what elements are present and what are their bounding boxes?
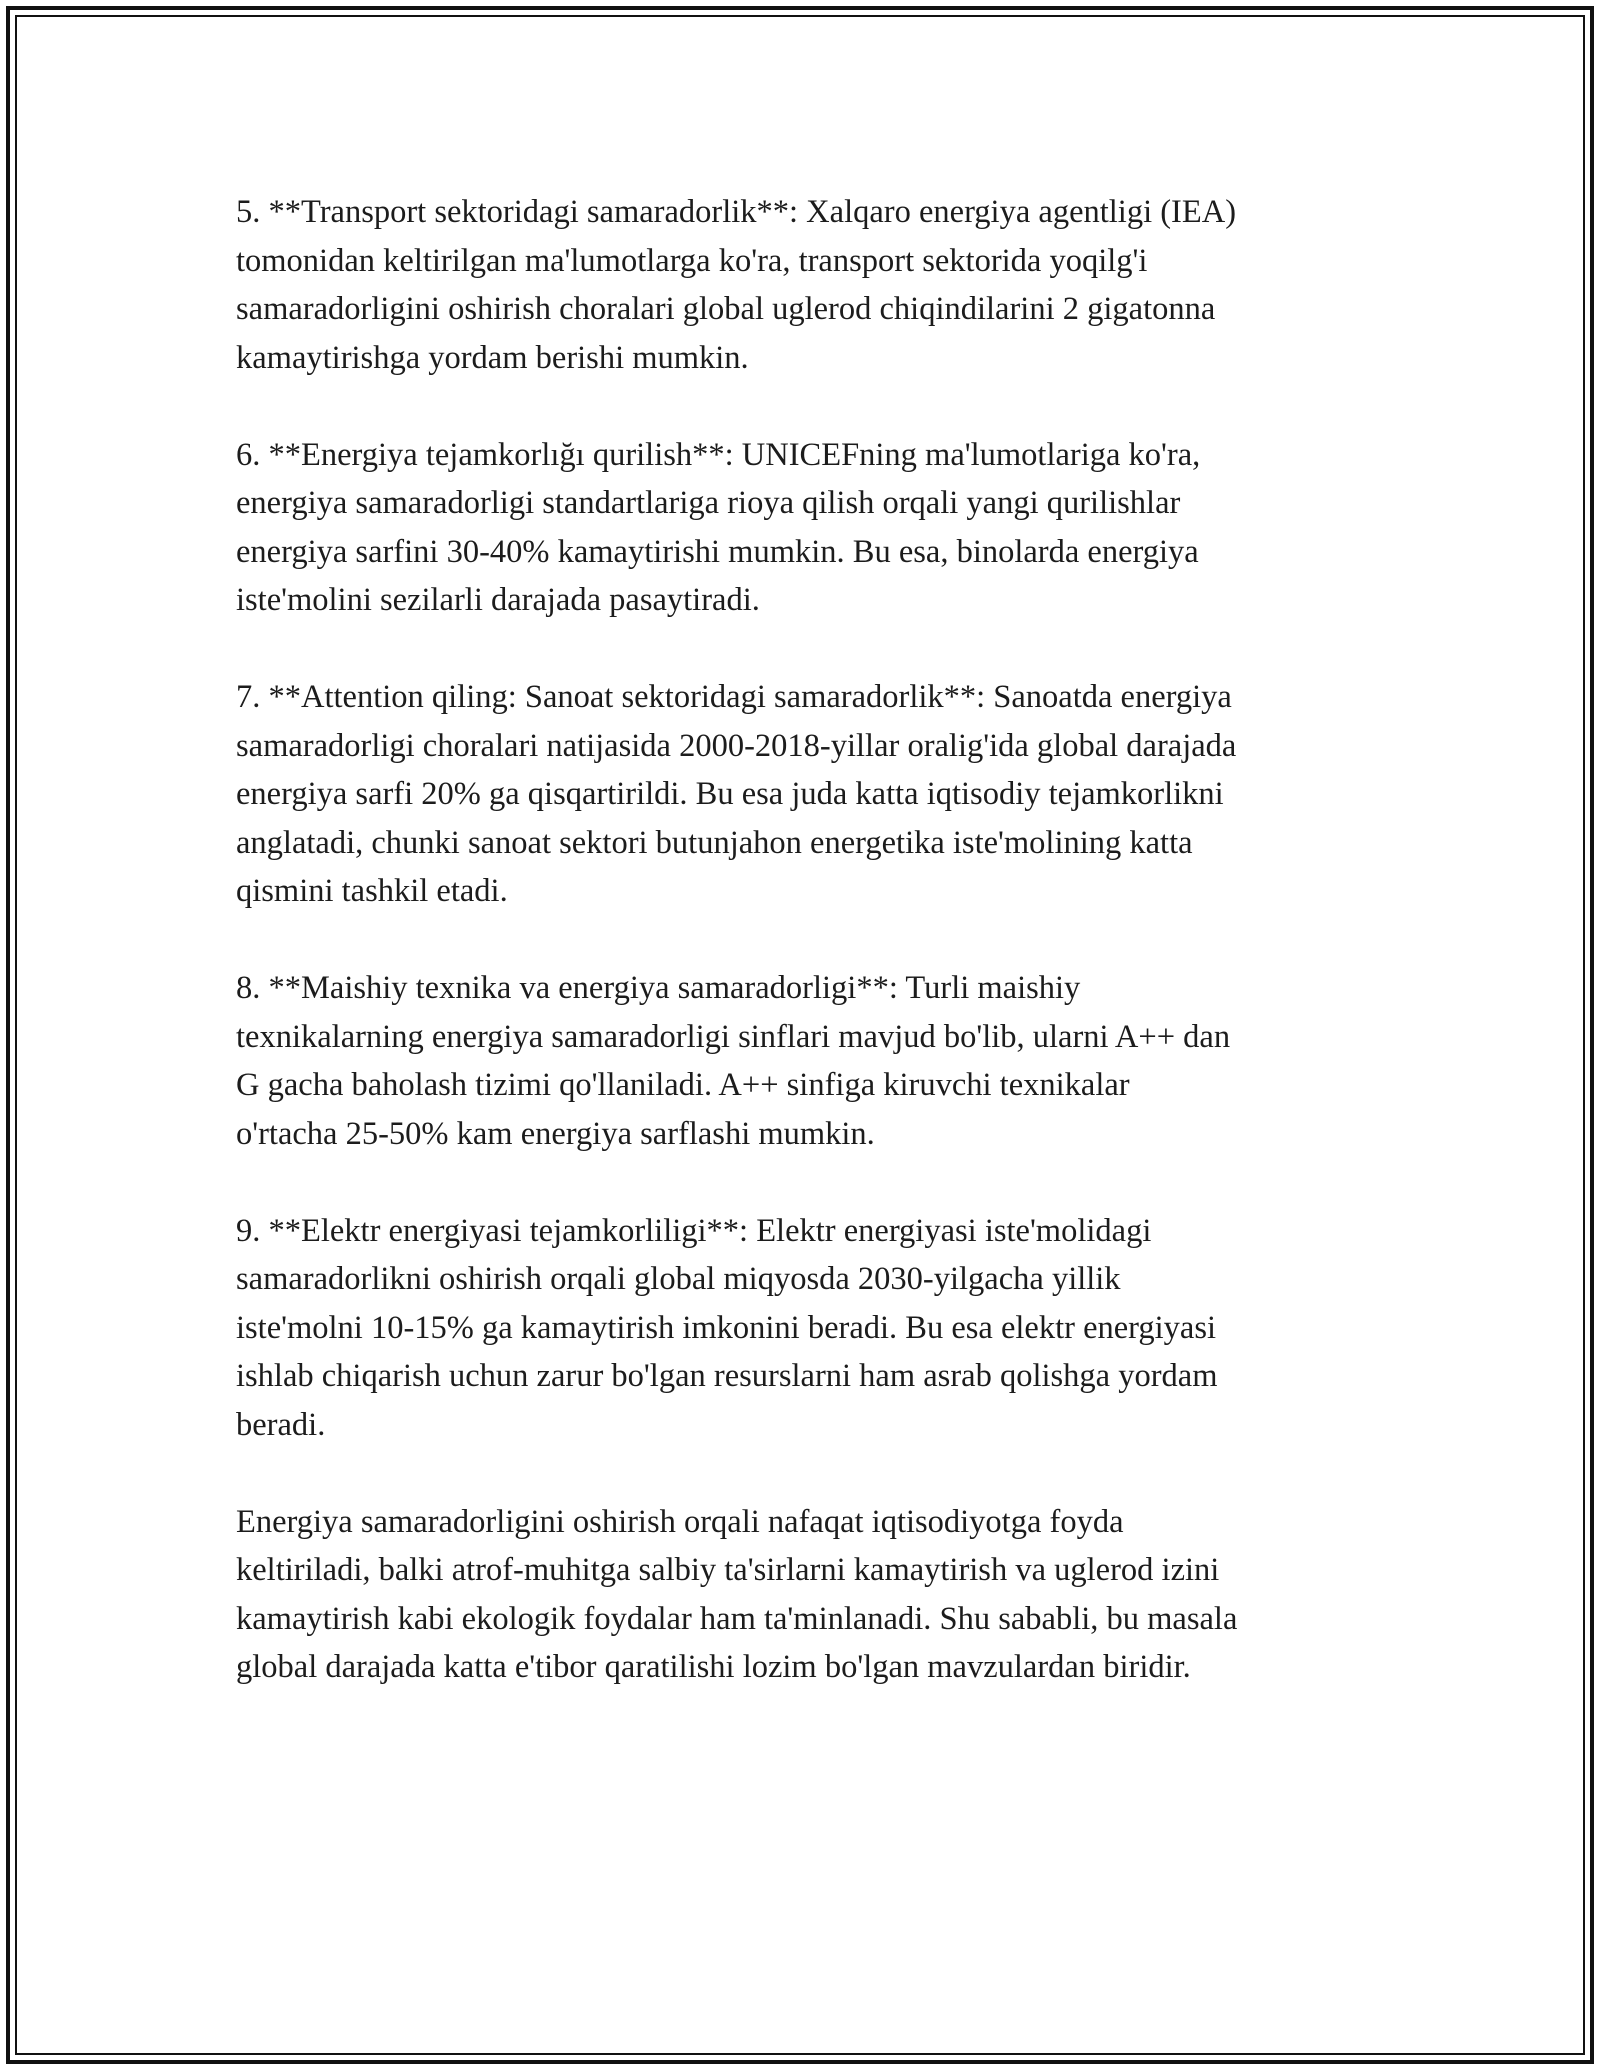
paragraph-transport: 5. **Transport sektoridagi samaradorlik**: Xalqaro energiya agentligi (IEA) tomonidan keltirilgan ma'lumotlarga ko'ra, transport sektorida yoqilg'i samaradorligini oshirish choralari global uglerod chiqindilarini 2 gigatonna kamaytirishga yordam berishi mumkin. bbox=[236, 194, 1237, 376]
paragraph-appliances: 8. **Maishiy texnika va energiya samaradorligi**: Turli maishiy texnikalarning energiya samaradorligi sinflari mavjud bo'lib, ularni A++ dan G gacha baholash tizimi qo'llaniladi. A++ sinfiga kiruvchi texnikalar o'rtacha 25-50% kam energiya sarflashi mumkin. bbox=[236, 970, 1231, 1152]
paragraph-electricity: 9. **Elektr energiyasi tejamkorliligi**: Elektr energiyasi iste'molidagi samaradorlikni oshirish orqali global miqyosda 2030-yilgacha yillik iste'molni 10-15% ga kamaytirish imkonini beradi. Bu esa elektr energiyasi ishlab chiqarish uchun zarur bo'lgan resurslarni ham asrab qolishga yordam beradi. bbox=[236, 1212, 1218, 1443]
paragraph-conclusion: Energiya samaradorligini oshirish orqali nafaqat iqtisodiyotga foyda keltiriladi, balki atrof-muhitga salbiy ta'sirlarni kamaytirish va uglerod izini kamaytirish kabi ekologik foydalar ham ta'minlanadi. Shu sababli, bu masala global darajada katta e'tibor qaratilishi lozim bo'lgan mavzulardan biridir. bbox=[236, 1503, 1238, 1685]
document-body bbox=[236, 188, 1396, 1740]
paragraph-construction: 6. **Energiya tejamkorlığı qurilish**: UNICEFning ma'lumotlariga ko'ra, energiya samaradorligi standartlariga rioya qilish orqali yangi qurilishlar energiya sarfini 30-40% kamaytirishi mumkin. Bu esa, binolarda energiya iste'molini sezilarli darajada pasaytiradi. bbox=[236, 436, 1201, 618]
paragraph-industry: 7. **Attention qiling: Sanoat sektoridagi samaradorlik**: Sanoatda energiya samaradorligi choralari natijasida 2000-2018-yillar oralig'ida global darajada energiya sarfi 20% ga qisqartirildi. Bu esa juda katta iqtisodiy tejamkorlikni anglatadi, chunki sanoat sektori butunjahon energetika iste'molining katta qismini tashkil etadi. bbox=[236, 679, 1237, 909]
